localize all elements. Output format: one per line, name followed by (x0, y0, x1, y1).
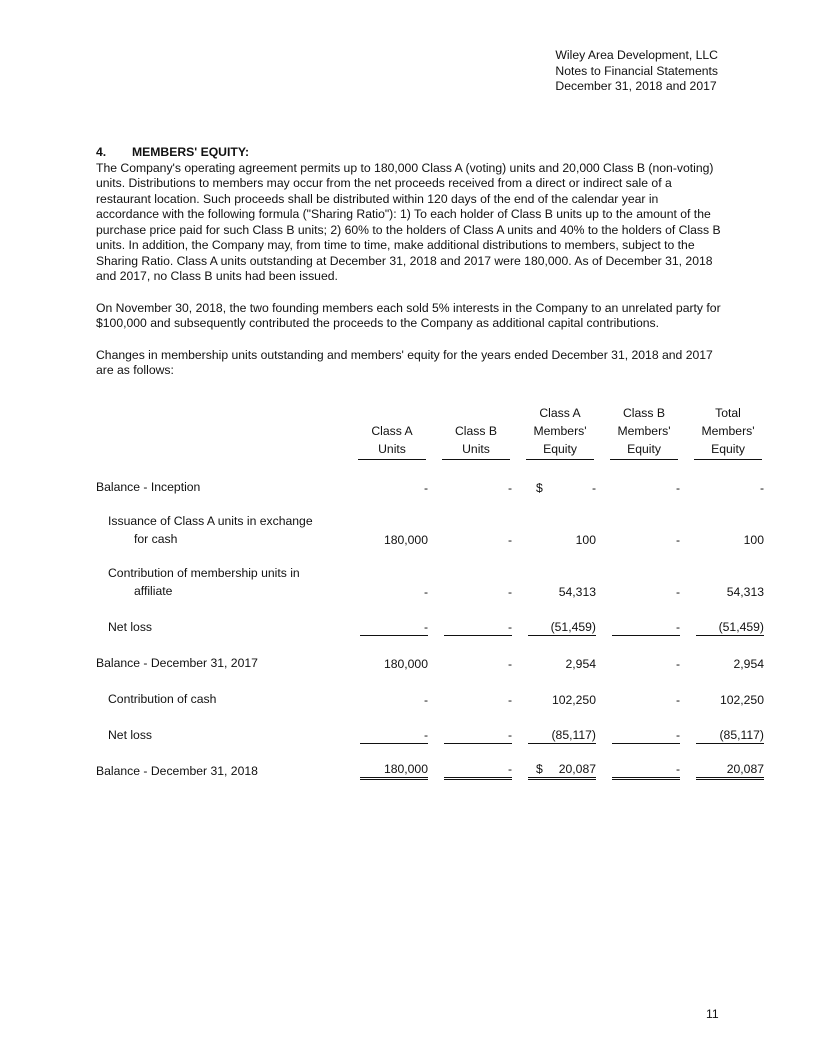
table-cell: - (423, 693, 428, 707)
table-cell: 54,313 (558, 585, 596, 599)
table-cell: - (507, 693, 512, 707)
company-name: Wiley Area Development, LLC (555, 48, 718, 62)
row-label: Contribution of membership units in affiliate (108, 566, 300, 598)
row-label: Net loss (108, 728, 153, 742)
note-paragraph-3: Changes in membership units outstanding and members' equity for the years ended December 31, 2018 and 2017 are as follows: (96, 347, 713, 377)
column-header: Class B Units (440, 404, 516, 460)
column-header: Class A Members' Equity (524, 404, 600, 460)
table-row (96, 460, 768, 496)
table-cell: - (507, 533, 512, 547)
table-cell: - (675, 585, 680, 599)
table-cell: 102,250 (551, 693, 596, 707)
note-heading (96, 145, 722, 161)
table-cell: (85,117) (528, 728, 596, 744)
document-header (555, 48, 718, 95)
row-label: Balance - December 31, 2018 (96, 764, 258, 778)
table-row (96, 672, 768, 708)
table-cell: - (612, 620, 680, 636)
header-subtitle: Notes to Financial Statements (555, 63, 718, 78)
table-cell: - (675, 657, 680, 671)
table-cell: - (675, 533, 680, 547)
table-row (96, 708, 768, 744)
table-cell: (51,459) (528, 620, 596, 636)
page-number: 11 (706, 1007, 719, 1021)
table-row (96, 744, 768, 780)
table-cell: - (423, 481, 428, 495)
row-label: Contribution of cash (108, 692, 217, 706)
table-cell: 2,954 (733, 657, 764, 671)
table-cell: - (444, 728, 512, 744)
table-cell: - (423, 585, 428, 599)
table-cell: - (759, 481, 764, 495)
table-row (96, 496, 768, 548)
note-paragraph-2: On November 30, 2018, the two founding members each sold 5% interests in the Company to an unrelated party for $100,000 and subsequently contributed the proceeds to the Company as additional capital contributions. (96, 300, 721, 330)
table-cell: - (444, 620, 512, 636)
row-label: Balance - Inception (96, 480, 201, 494)
row-label: Balance - December 31, 2017 (96, 656, 258, 670)
table-cell: - (612, 762, 680, 780)
table-cell: 20,087 (696, 762, 764, 780)
table-cell: 180,000 (383, 533, 428, 547)
table-cell: - (444, 762, 512, 780)
table-row (96, 636, 768, 672)
table-cell: 100 (743, 533, 764, 547)
table-cell: 54,313 (726, 585, 764, 599)
header-period: December 31, 2018 and 2017 (555, 79, 717, 93)
row-label: Issuance of Class A units in exchange for cash (108, 514, 313, 546)
table-cell: - (591, 481, 596, 495)
members-equity-table (96, 404, 768, 780)
table-cell: 102,250 (719, 693, 764, 707)
row-label: Net loss (108, 620, 153, 634)
table-cell: - (360, 620, 428, 636)
table-cell: - (612, 728, 680, 744)
table-cell: 180,000 (360, 762, 428, 780)
table-cell: - (507, 657, 512, 671)
table-cell: - (675, 481, 680, 495)
table-cell: - (507, 481, 512, 495)
table-cell: - (675, 693, 680, 707)
column-header: Total Members' Equity (692, 404, 768, 460)
table-cell: 100 (575, 533, 596, 547)
table-row (96, 600, 768, 636)
table-cell: - (360, 728, 428, 744)
dollar-sign: $ (536, 481, 543, 495)
table-cell: 2,954 (565, 657, 596, 671)
table-header-row (96, 404, 768, 460)
table-cell: 180,000 (383, 657, 428, 671)
note-number: 4. (96, 145, 107, 159)
table-cell: (85,117) (696, 728, 764, 744)
note-paragraph-1: The Company's operating agreement permits up to 180,000 Class A (voting) units and 20,000 Class B (non-voting) units. Distributions to members may occur from the net proceeds received from a direct or indirect sale of a restaurant location. Such proceeds shall be distributed within 120 days of the end of the calendar year in accordance with the following formula ("Sharing Ratio"): 1) To each holder of Class B units up to the amount of the purchase price paid for such Class B units; 2) 60% to the holders of Class A units and 40% to the holders of Class B units. In addition, the Company may, from time to time, make additional distributions to members, subject to the Sharing Ratio. Class A units outstanding at December 31, 2018 and 2017 were 180,000. As of December 31, 2018 and 2017, no Class B units had been issued. (96, 160, 721, 283)
table-row (96, 548, 768, 600)
dollar-sign: $ (536, 762, 543, 776)
note-title: MEMBERS' EQUITY: (132, 145, 250, 159)
table-cell: (51,459) (696, 620, 764, 636)
column-header: Class A Units (356, 404, 432, 460)
table-cell: - (507, 585, 512, 599)
table-cell: 20,087 (558, 762, 596, 776)
column-header: Class B Members' Equity (608, 404, 684, 460)
note-section (96, 145, 722, 395)
